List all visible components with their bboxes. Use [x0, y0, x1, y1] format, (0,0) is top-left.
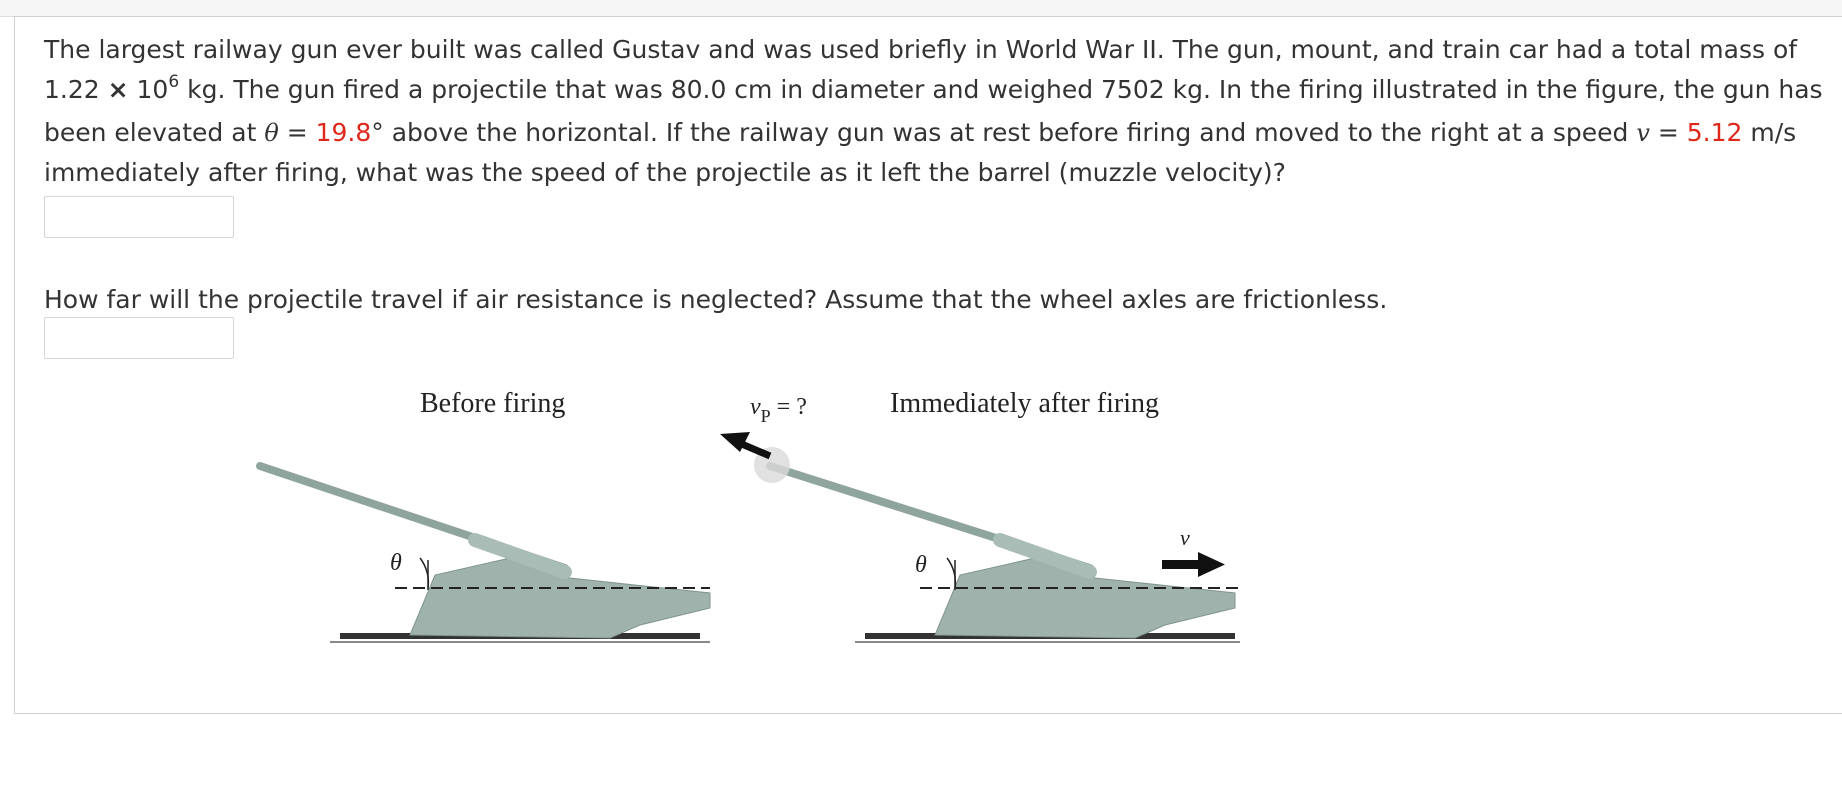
after-firing-title: Immediately after firing	[890, 390, 1159, 419]
speed-value: 5.12	[1686, 118, 1743, 147]
velocity-arrow-icon	[1198, 552, 1225, 577]
before-firing-title: Before firing	[420, 390, 566, 419]
theta-label-right: θ	[915, 552, 927, 578]
question-2-text: How far will the projectile travel if air resistance is neglected? Assume that the wheel axles are frictionless.	[44, 285, 1388, 314]
gun-after-firing	[720, 390, 1240, 642]
v-arrow-label: v	[1180, 525, 1190, 550]
railway-gun-figure	[250, 390, 1250, 660]
theta-label-left: θ	[390, 550, 402, 576]
top-bar	[0, 0, 1842, 17]
answer-1-input[interactable]	[44, 196, 234, 238]
gun-before-firing	[260, 390, 710, 642]
vp-label: $v_P$ = ?	[750, 394, 807, 426]
question-1-text: The largest railway gun ever built was called Gustav and was used briefly in World War II. The gun, mount, and train car had a total mass of $1.22 \times 10^6$ kg. The gun fired a projectile that was 80.0 cm in diameter and weighed 7502 kg. In the firing illustrated in the figure, the gun has been elevated at θ = 19.8° above the horizontal. If the railway gun was at rest before firing and moved to the right at a speed v = 5.12 m/s immediately after firing, what was the speed of the projectile as it left the barrel (muzzle velocity)?	[44, 35, 1823, 187]
answer-2-input[interactable]	[44, 317, 234, 359]
angle-value: 19.8	[315, 118, 372, 147]
